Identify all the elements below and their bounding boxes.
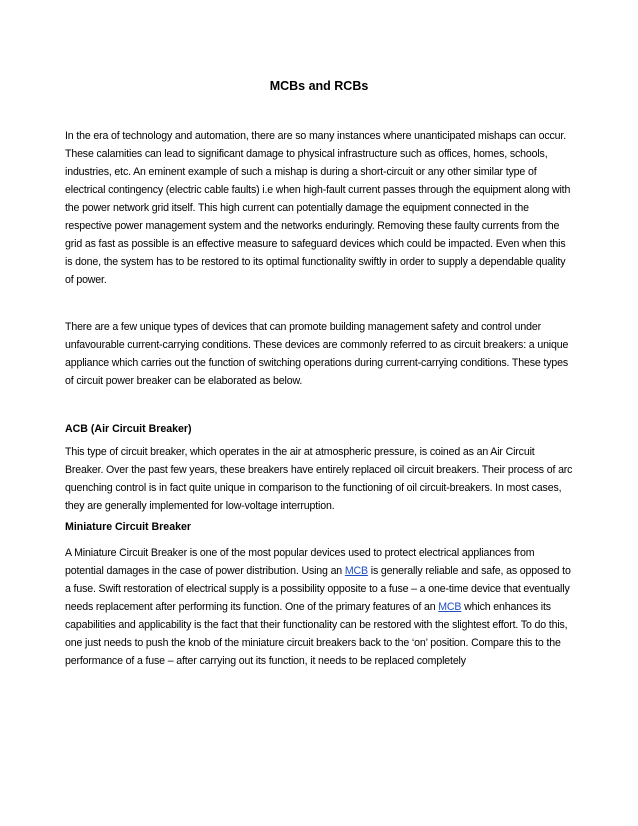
mcb-heading: Miniature Circuit Breaker bbox=[65, 521, 191, 533]
intro-paragraph: In the era of technology and automation, there are so many instances where unanticipated mishaps can occur. These calamities can lead to significant damage to physical infrastructure such as offices, homes, schools, industries, etc. An eminent example of such a mishap is during a short-circuit or any other similar type of electrical contingency (electric cable faults) i.e when high-fault current passes through the equipment along with the power network grid itself. This high current can potentially damage the equipment connected in the respective power management system and the networks enduringly. Removing these faulty currents from the grid as fast as possible is an effective measure to safeguard devices which could be impacted. Even when this is done, the system has to be restored to its optimal functionality swiftly in order to supply a dependable quality of power. bbox=[65, 130, 571, 286]
mcb-text-part2: is generally reliable and safe, as opposed to a fuse. Swift restoration of electrical supply is a possibility opposite to a fuse – a one-time device that eventually needs replacement after performing its function. One of the primary features of an bbox=[65, 565, 571, 613]
mcb-link[interactable]: MCB bbox=[344, 565, 368, 577]
document-title: MCBs and RCBs bbox=[269, 79, 369, 93]
acb-heading: ACB (Air Circuit Breaker) bbox=[65, 423, 192, 435]
mcb-paragraph bbox=[65, 544, 575, 670]
devices-paragraph: There are a few unique types of devices that can promote building management safety and control under unfavourable current-carrying conditions. These devices are commonly referred to as circuit breakers: a unique appliance which carries out the function of switching operations during current-carrying conditions. These types of circuit power breaker can be elaborated as below. bbox=[65, 321, 569, 387]
mcb-text-part3: which enhances its capabilities and applicability is the fact that their functionality can be restored with the slightest effort. To do this, one just needs to push the knob of the miniature circuit breakers back to the ‘on’ position. Compare this to the performance of a fuse – after carrying out its function, it needs to be replaced completely bbox=[65, 601, 568, 667]
mcb-text-part1: A Miniature Circuit Breaker is one of the most popular devices used to protect electrical appliances from potential damages in the case of power distribution. Using an bbox=[65, 547, 535, 577]
acb-paragraph: This type of circuit breaker, which operates in the air at atmospheric pressure, is coined as an Air Circuit Breaker. Over the past few years, these breakers have entirely replaced oil circuit breakers. Their process of arc quenching control is in fact quite unique in comparison to the functioning of oil circuit-breakers. In most cases, they are generally implemented for low-voltage interruption. bbox=[65, 446, 573, 512]
mcb-link[interactable]: MCB bbox=[438, 601, 462, 613]
